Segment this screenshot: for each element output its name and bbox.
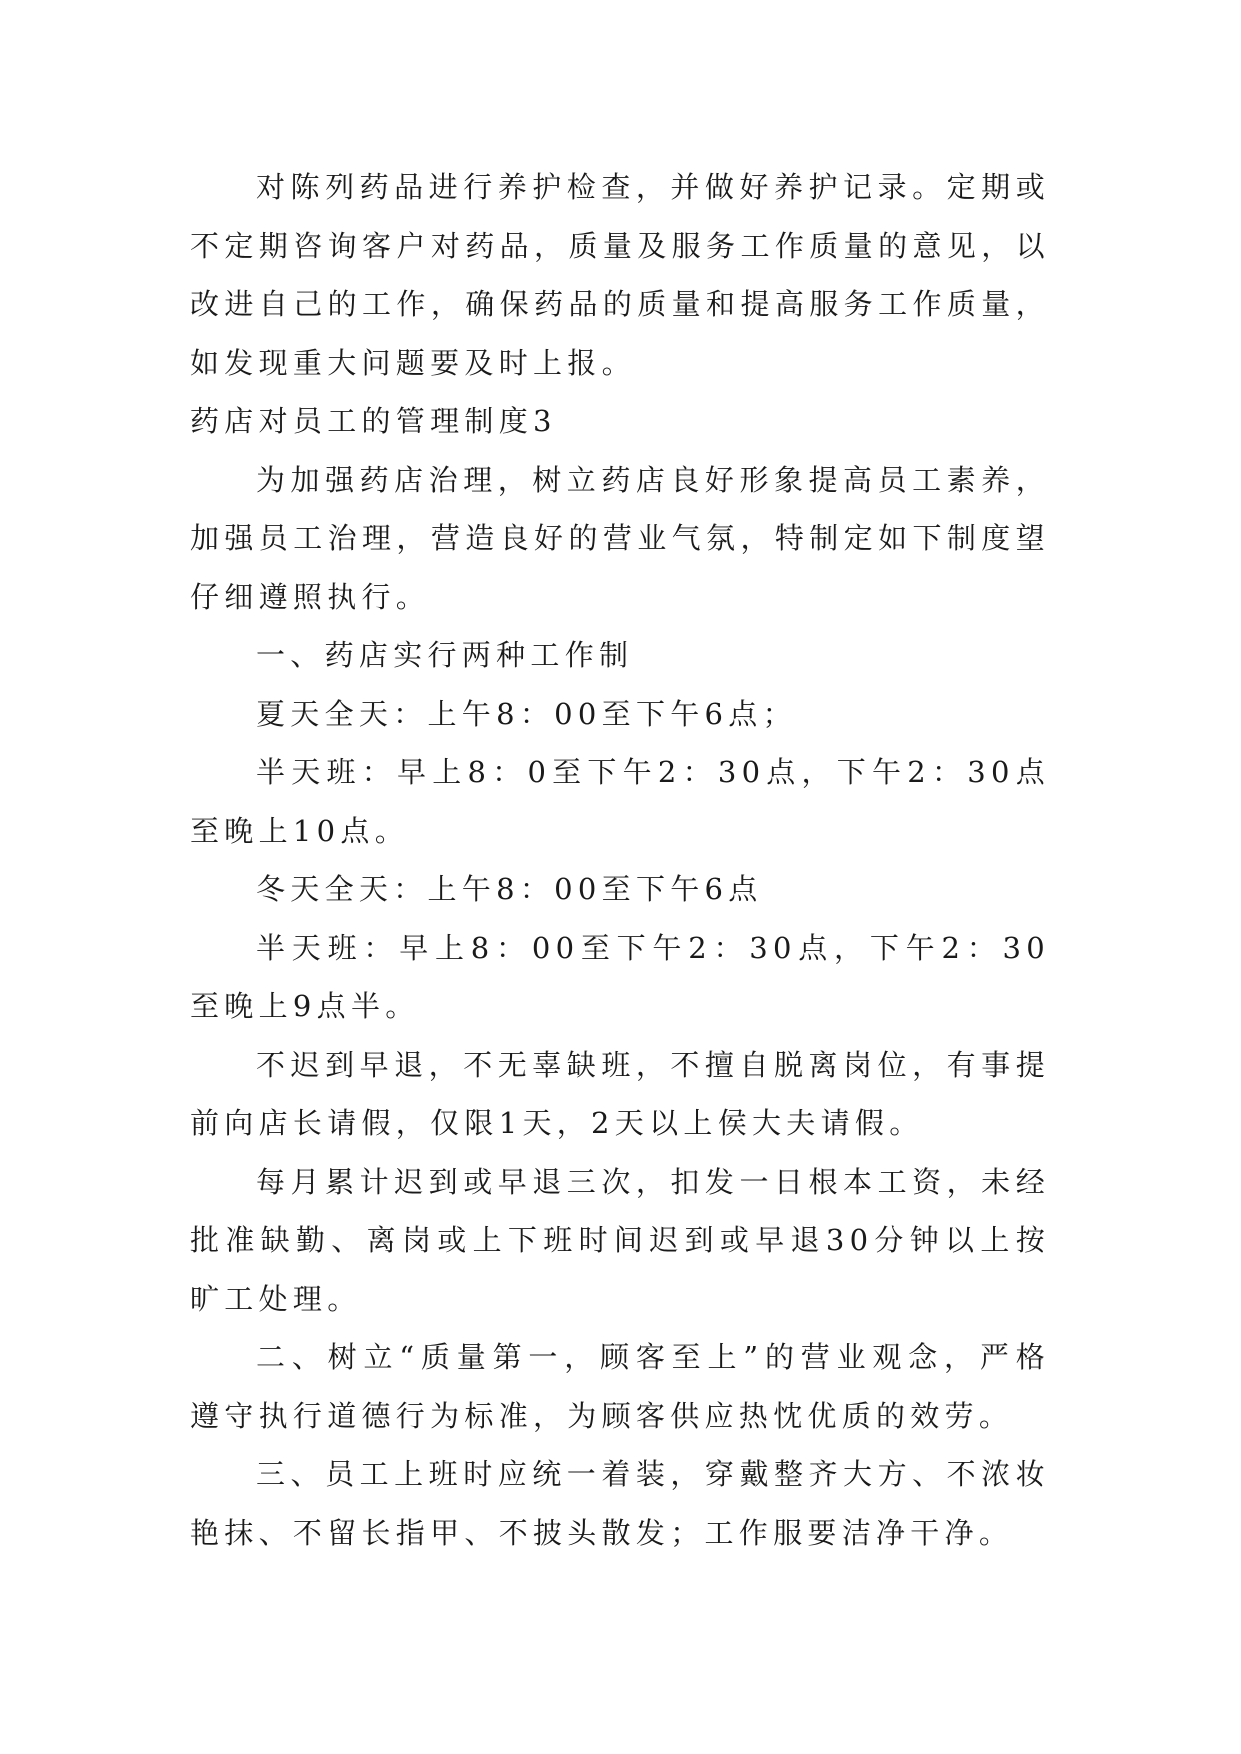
paragraph-winter-halfday: 半天班：早上8：00至下午2：30点，下午2：30至晚上9点半。	[190, 930, 1050, 1023]
paragraph-attendance: 不迟到早退，不无辜缺班，不擅自脱离岗位，有事提前向店长请假，仅限1天，2天以上侯大夫请假。	[190, 1047, 1050, 1140]
paragraph-dress-code: 三、员工上班时应统一着装，穿戴整齐大方、不浓妆艳抹、不留长指甲、不披头散发；工作服要洁净干净。	[190, 1457, 1050, 1550]
paragraph-summer-halfday: 半天班：早上8：0至下午2：30点，下午2：30点至晚上10点。	[190, 755, 1050, 848]
section-heading-rules-3: 药店对员工的管理制度3	[190, 404, 557, 438]
paragraph-pharmacy-maintenance: 对陈列药品进行养护检查，并做好养护记录。定期或不定期咨询客户对药品，质量及服务工作质量的意见，以改进自己的工作，确保药品的质量和提高服务工作质量，如发现重大问题要及时上报。	[190, 170, 1050, 380]
paragraph-winter-fullday: 冬天全天：上午8：00至下午6点	[256, 872, 763, 906]
paragraph-summer-fullday: 夏天全天：上午8：00至下午6点；	[256, 696, 797, 731]
paragraph-purpose: 为加强药店治理，树立药店良好形象提高员工素养，加强员工治理，营造良好的营业气氛，特制定如下制度望仔细遵照执行。	[190, 462, 1050, 614]
paragraph-work-schedule-title: 一、药店实行两种工作制	[256, 638, 634, 672]
document-body	[190, 158, 1050, 1562]
paragraph-service-concept: 二、树立“质量第一，顾客至上”的营业观念，严格遵守执行道德行为标准，为顾客供应热忱优质的效劳。	[190, 1340, 1050, 1433]
paragraph-lateness-penalty: 每月累计迟到或早退三次，扣发一日根本工资，未经批准缺勤、离岗或上下班时间迟到或早退30分钟以上按旷工处理。	[190, 1164, 1050, 1316]
